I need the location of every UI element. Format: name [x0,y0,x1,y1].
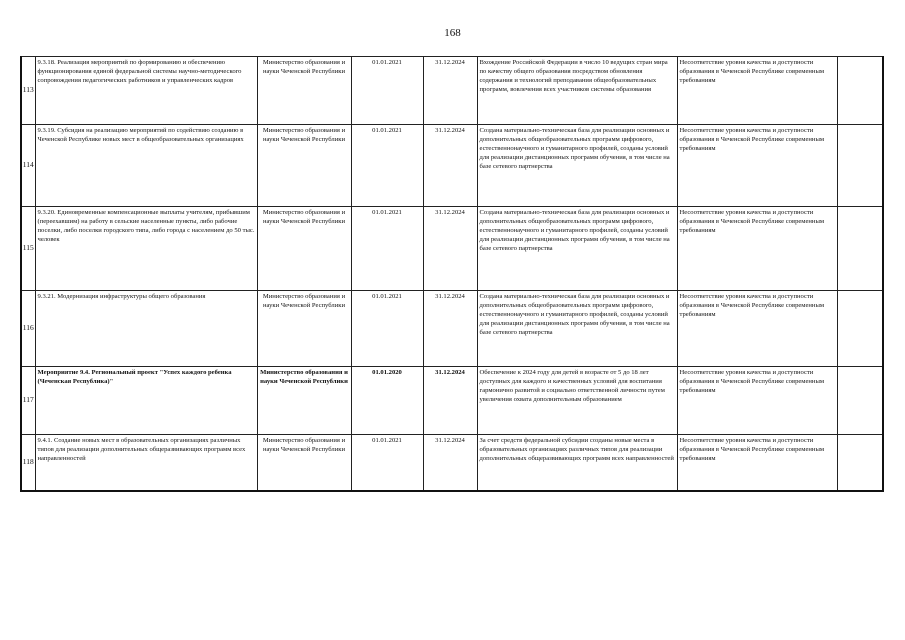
row-number: 115 [21,207,35,291]
empty-cell [837,125,883,207]
executor: Министерство образования и науки Чеченской Республики [257,125,351,207]
empty-cell [837,57,883,125]
row-number: 118 [21,435,35,491]
executor: Министерство образования и науки Чеченской Республики [257,57,351,125]
expected-result: За счет средств федеральной субсидии созданы новые места в образовательных организациях различных типов для реализации дополнительных общеразвивающих программ всех направленностей [477,435,677,491]
table-row [21,207,883,291]
row-number: 113 [21,57,35,125]
end-date: 31.12.2024 [423,125,477,207]
row-number: 116 [21,291,35,367]
measure-name: 9.3.19. Субсидия на реализацию мероприятий по содействию созданию в Чеченской Республике новых мест в общеобразовательных организациях [35,125,257,207]
table-row [21,367,883,435]
risk-consequence: Несоответствие уровня качества и доступности образования в Чеченской Республике современным требованиям [677,435,837,491]
end-date: 31.12.2024 [423,57,477,125]
expected-result: Обеспечение к 2024 году для детей в возрасте от 5 до 18 лет доступных для каждого и качественных условий для воспитания гармонично развитой и социально ответственной личности путем увеличения охвата дополнительным образованием [477,367,677,435]
risk-consequence: Несоответствие уровня качества и доступности образования в Чеченской Республике современным требованиям [677,57,837,125]
measure-name: 9.3.21. Модернизация инфраструктуры общего образования [35,291,257,367]
risk-consequence: Несоответствие уровня качества и доступности образования в Чеченской Республике современным требованиям [677,207,837,291]
empty-cell [837,435,883,491]
measure-name: Мероприятие 9.4. Региональный проект "Успех каждого ребенка (Чеченская Республика)" [35,367,257,435]
row-number: 114 [21,125,35,207]
start-date: 01.01.2021 [351,291,423,367]
executor: Министерство образования и науки Чеченской Республики [257,435,351,491]
executor: Министерство образования и науки Чеченской Республики [257,367,351,435]
measure-name: 9.4.1. Создание новых мест в образовательных организациях различных типов для реализации дополнительных общеразвивающих программ всех направленностей [35,435,257,491]
row-number: 117 [21,367,35,435]
executor: Министерство образования и науки Чеченской Республики [257,207,351,291]
measure-name: 9.3.20. Единовременные компенсационные выплаты учителям, прибывшим (переехавшим) на работу в сельские населенные пункты, либо рабочие поселки, либо поселки городского типа, либо города с населением до 50 тыс. человек [35,207,257,291]
risk-consequence: Несоответствие уровня качества и доступности образования в Чеченской Республике современным требованиям [677,291,837,367]
executor: Министерство образования и науки Чеченской Республики [257,291,351,367]
measures-table [20,56,884,492]
table-row [21,435,883,491]
end-date: 31.12.2024 [423,207,477,291]
expected-result: Создана материально-техническая база для реализации основных и дополнительных общеобразовательных программ цифрового, естественнонаучного и гуманитарного профилей, созданы условий для реализации дистанционных программ обучения, в том числе на базе сетевого партнерства [477,291,677,367]
expected-result: Вхождение Российской Федерации в число 10 ведущих стран мира по качеству общего образования посредством обновления содержания и технологий преподавания общеобразовательных программ, вовлечения всех участников системы образования [477,57,677,125]
risk-consequence: Несоответствие уровня качества и доступности образования в Чеченской Республике современным требованиям [677,367,837,435]
table-row [21,125,883,207]
empty-cell [837,207,883,291]
table-row [21,57,883,125]
expected-result: Создана материально-техническая база для реализации основных и дополнительных общеобразовательных программ цифрового, естественнонаучного и гуманитарного профилей, созданы условий для реализации дистанционных программ обучения, в том числе на базе сетевого партнерства [477,125,677,207]
risk-consequence: Несоответствие уровня качества и доступности образования в Чеченской Республике современным требованиям [677,125,837,207]
start-date: 01.01.2020 [351,367,423,435]
start-date: 01.01.2021 [351,435,423,491]
table-row [21,291,883,367]
empty-cell [837,367,883,435]
start-date: 01.01.2021 [351,57,423,125]
end-date: 31.12.2024 [423,291,477,367]
page-number: 168 [444,27,461,39]
end-date: 31.12.2024 [423,367,477,435]
expected-result: Создана материально-техническая база для реализации основных и дополнительных общеобразовательных программ цифрового, естественнонаучного и гуманитарного профилей, созданы условий для реализации дистанционных программ обучения, в том числе на базе сетевого партнерства [477,207,677,291]
start-date: 01.01.2021 [351,125,423,207]
empty-cell [837,291,883,367]
start-date: 01.01.2021 [351,207,423,291]
end-date: 31.12.2024 [423,435,477,491]
measure-name: 9.3.18. Реализация мероприятий по формированию и обеспечению функционирования единой федеральной системы научно-методического сопровождения педагогических работников и управленческих кадров [35,57,257,125]
